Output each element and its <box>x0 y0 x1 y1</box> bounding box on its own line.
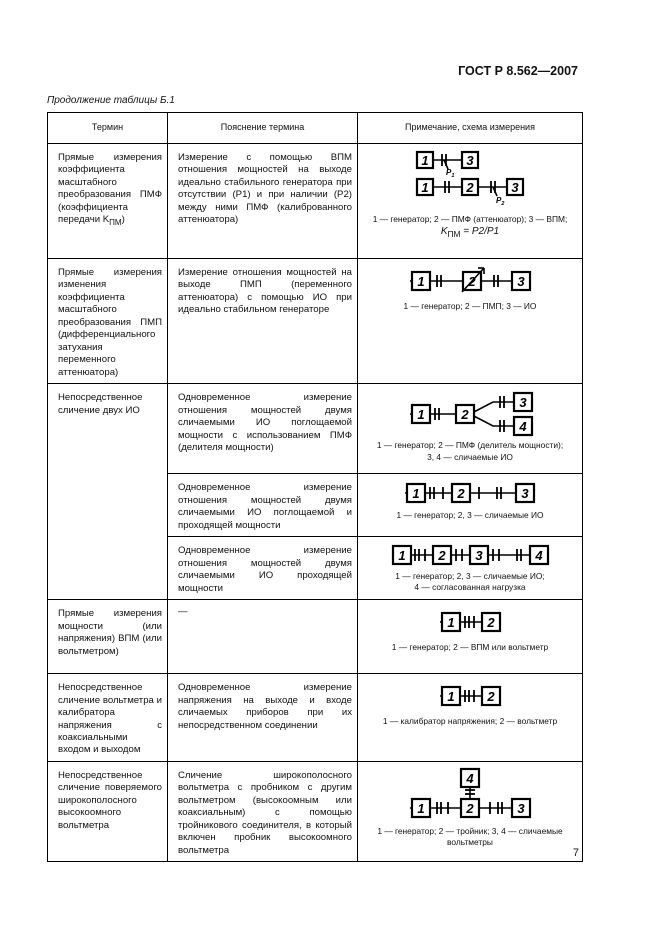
explanation-cell: Одновременное измерение напряжения на выходе и входе сличаемых приборов при их непосредственном соединении <box>168 674 358 762</box>
svg-text:1: 1 <box>417 407 425 423</box>
svg-text:2: 2 <box>487 615 495 631</box>
page-number: 7 <box>572 847 579 859</box>
svg-text:3: 3 <box>519 395 527 411</box>
explanation-cell: Сличение широкополосного вольтметра с пробником с другим вольтметром (высокоомным или коаксиальным) с помощью тройникового соединителя, в который включен пробник высокоомного вольтметра <box>168 761 358 861</box>
explanation-cell: Измерение отношения мощностей на выходе ПМП (переменного аттенюатора) с помощью ИО при идеально стабильном генераторе <box>168 259 358 384</box>
svg-text:1: 1 <box>417 274 425 289</box>
scheme-caption: 1 — калибратор напряжения; 2 — вольтметр <box>382 716 558 727</box>
svg-text:1: 1 <box>421 180 429 195</box>
block-voltmeter <box>482 687 500 705</box>
block-attenuator <box>462 179 478 195</box>
svg-text:2: 2 <box>461 407 469 423</box>
svg-text:4: 4 <box>466 770 474 786</box>
scheme-caption: 1 — генератор; 2 — тройник; 3, 4 — сличаемые <box>377 825 563 836</box>
note-cell <box>358 674 583 762</box>
block-voltmeter-3 <box>512 799 530 817</box>
svg-text:1: 1 <box>417 800 425 816</box>
scheme-caption: 1 — генератор; 2 — ПМП; 3 — ИО <box>403 301 537 311</box>
note-cell <box>358 144 583 259</box>
term-cell: Прямые измерения коэффициента масштабного преобразования ПМФ (коэффициента передачи $K_{ПМ}$) <box>48 144 168 259</box>
formula: $K_{ПМ} = P2/P1$ <box>440 226 500 240</box>
measurement-scheme <box>385 543 555 567</box>
svg-text:3: 3 <box>517 274 525 289</box>
note-cell <box>358 537 583 600</box>
svg-text:3: 3 <box>475 548 483 564</box>
svg-text:1: 1 <box>412 486 420 502</box>
block-calibrator <box>442 687 460 705</box>
block-indicator-4 <box>514 417 532 435</box>
measurement-scheme <box>395 480 545 506</box>
scheme-caption: 4 — согласованная нагрузка <box>414 582 526 593</box>
term-cell: Непосредственное сличение двух ИО <box>48 384 168 600</box>
block-generator <box>417 152 433 168</box>
svg-text:4: 4 <box>519 419 527 435</box>
block-generator <box>412 405 430 423</box>
term-cell: Непосредственное сличение поверяемого широкополосного высокоомного вольтметра <box>48 761 168 861</box>
block-tee <box>461 799 479 817</box>
scheme-caption: 1 — генератор; 2 — ВПМ или вольтметр <box>391 642 549 653</box>
table-row <box>48 761 583 861</box>
block-matched-load <box>530 546 548 564</box>
column-header-term: Термин <box>48 113 168 144</box>
block-power-meter <box>462 152 478 168</box>
svg-text:P1: $P_1$ <box>446 168 455 179</box>
scheme-caption: 1 — генератор; 2, 3 — сличаемые ИО; <box>395 571 545 582</box>
scheme-caption: 1 — генератор; 2, 3 — сличаемые ИО <box>396 510 544 521</box>
table-row <box>48 674 583 762</box>
block-indicator-3 <box>516 484 534 502</box>
svg-text:1: 1 <box>421 153 429 168</box>
block-voltmeter-4 <box>461 769 479 787</box>
note-cell <box>358 761 583 861</box>
note-cell <box>358 600 583 674</box>
block-power-meter <box>507 179 523 195</box>
block-indicator-3 <box>470 546 488 564</box>
column-header-explanation: Пояснение термина <box>168 113 358 144</box>
block-generator <box>407 484 425 502</box>
scheme-caption: 1 — генератор; 2 — ПМФ (делитель мощности); <box>376 440 564 451</box>
svg-text:4: 4 <box>535 548 543 564</box>
block-generator <box>442 613 460 631</box>
svg-text:1: 1 <box>447 615 455 631</box>
table-row <box>48 259 583 384</box>
block-indicator-3 <box>514 393 532 411</box>
svg-text:2: 2 <box>466 800 474 816</box>
svg-text:3: 3 <box>521 486 529 502</box>
explanation-cell: — <box>168 600 358 674</box>
svg-text:2: 2 <box>468 274 476 289</box>
svg-text:2: 2 <box>457 486 465 502</box>
measurement-scheme <box>400 265 540 297</box>
measurement-scheme <box>410 150 530 210</box>
column-header-note: Примечание, схема измерения <box>358 113 583 144</box>
block-generator <box>393 546 411 564</box>
measurement-scheme <box>430 606 510 638</box>
svg-text:3: 3 <box>511 180 519 195</box>
term-cell: Прямые измерения мощности (или напряжения) ВПМ (или вольтметром) <box>48 600 168 674</box>
term-cell: Прямые измерения изменения коэффициента масштабного преобразования ПМП (дифференциального затухания переменного аттенюатора) <box>48 259 168 384</box>
explanation-cell: Одновременное измерение отношения мощностей двумя сличаемыми ИО поглощаемой мощности с использованием ПМФ (делителя мощности) <box>168 384 358 474</box>
table-header-row <box>48 113 583 144</box>
svg-text:3: 3 <box>466 153 474 168</box>
note-cell <box>358 259 583 384</box>
explanation-cell: Одновременное измерение отношения мощностей двумя сличаемыми ИО поглощаемой и проходящей мощности <box>168 474 358 537</box>
measurement-scheme <box>430 680 510 712</box>
svg-text:1: 1 <box>398 548 406 564</box>
measurement-scheme <box>400 390 540 436</box>
svg-text:2: 2 <box>487 689 495 705</box>
block-power-divider <box>456 405 474 423</box>
block-generator <box>417 179 433 195</box>
term-cell: Непосредственное сличение вольтметра и калибратора напряжения с коаксиальными входом и выходом <box>48 674 168 762</box>
svg-text:2: 2 <box>466 180 474 195</box>
svg-text:3: 3 <box>517 800 525 816</box>
scheme-caption: вольтметры <box>447 837 493 848</box>
svg-text:2: 2 <box>438 548 446 564</box>
block-voltmeter <box>482 613 500 631</box>
block-generator <box>412 272 430 290</box>
measurement-scheme <box>400 768 540 822</box>
block-indicator-2 <box>433 546 451 564</box>
scheme-caption: 1 — генератор; 2 — ПМФ (аттенюатор); 3 — ВПМ; <box>372 214 568 224</box>
svg-text:1: 1 <box>447 689 455 705</box>
block-indicator-2 <box>452 484 470 502</box>
table-continuation-label: Продолжение таблицы Б.1 <box>47 95 175 106</box>
svg-text:P2: $P_2$ <box>496 196 505 207</box>
note-cell <box>358 474 583 537</box>
table-row <box>48 384 583 474</box>
block-generator <box>412 799 430 817</box>
table-row <box>48 600 583 674</box>
terms-table <box>47 112 582 862</box>
note-cell <box>358 384 583 474</box>
table-row <box>48 144 583 259</box>
scheme-caption: 3, 4 — сличаемые ИО <box>427 451 513 462</box>
explanation-cell: Измерение с помощью ВПМ отношения мощностей на выходе идеально стабильного генератора при отсутствии (P1) и при наличии (P2) между ними ПМФ (калиброванного аттенюатора) <box>168 144 358 259</box>
standard-number: ГОСТ Р 8.562—2007 <box>458 64 578 78</box>
block-indicator <box>512 272 530 290</box>
explanation-cell: Одновременное измерение отношения мощностей двумя сличаемыми ИО проходящей мощности <box>168 537 358 600</box>
